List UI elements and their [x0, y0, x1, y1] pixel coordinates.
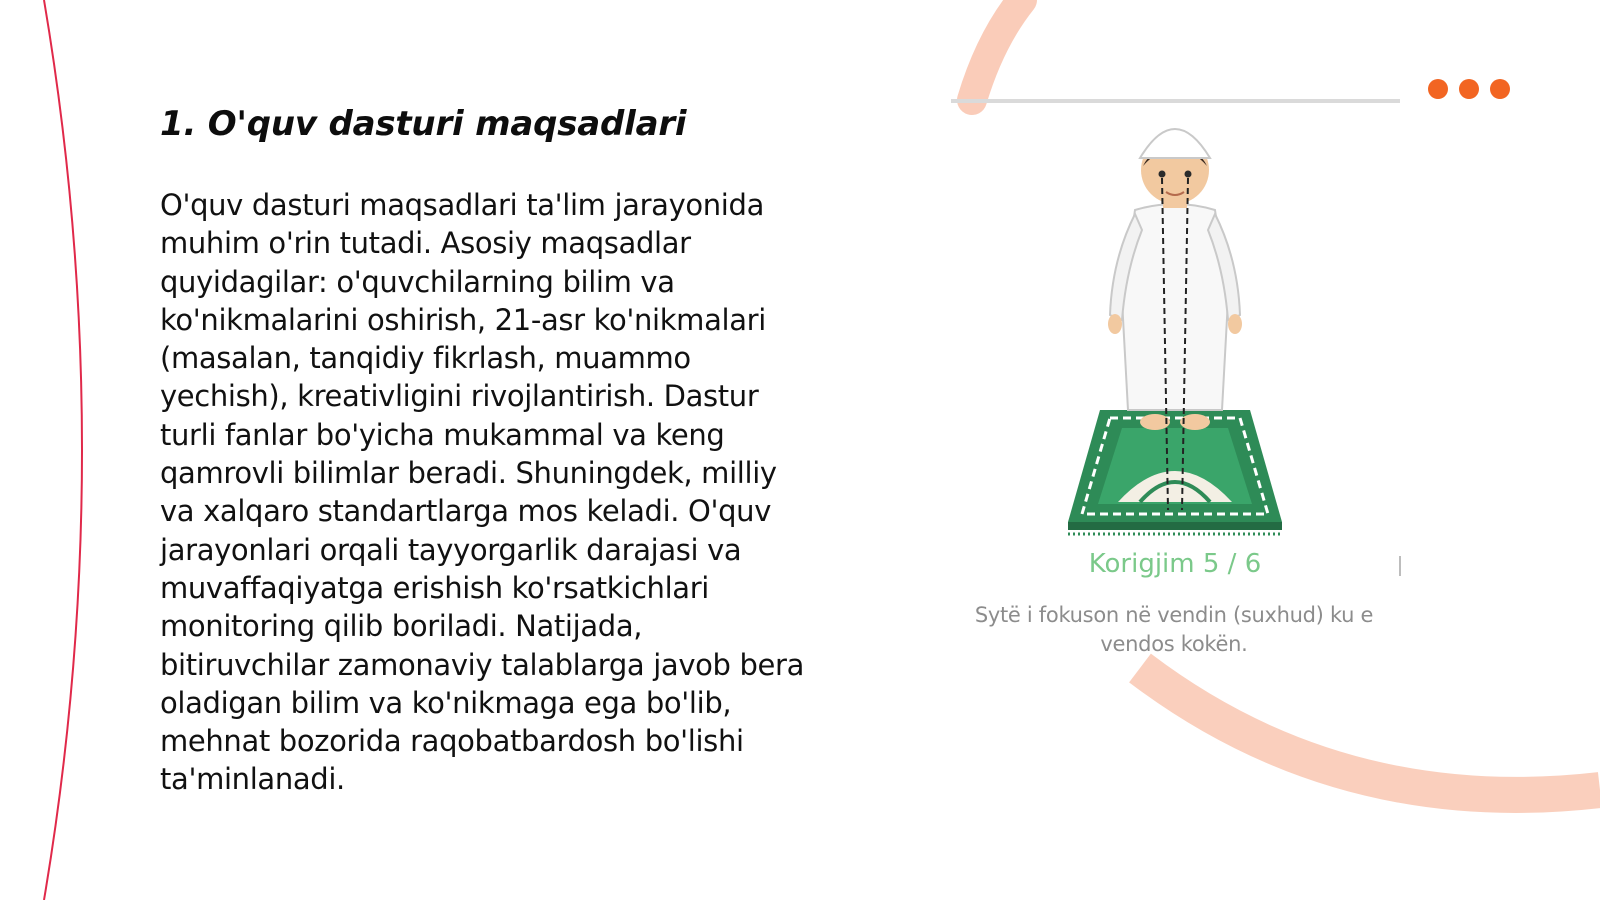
- caption-line: vendos kokën.: [1100, 632, 1248, 656]
- slide-heading: 1. O'quv dasturi maqsadlari: [160, 104, 687, 144]
- body-line: bitiruvchilar zamonaviy talablarga javob bera: [160, 647, 805, 682]
- body-line: ko'nikmalarini oshirish, 21-asr ko'nikmalari: [160, 302, 766, 337]
- body-line: qamrovli bilimlar beradi. Shuningdek, milliy: [160, 456, 777, 491]
- body-line: va xalqaro standartlarga mos keladi. O'quv: [160, 494, 772, 529]
- figure-caption-description: [950, 601, 1398, 659]
- body-line: jarayonlari orqali tayyorgarlik darajasi va: [160, 532, 742, 567]
- body-line: (masalan, tanqidiy fikrlash, muammo: [160, 341, 691, 376]
- figure-caption-title: Korigjim 5 / 6: [1088, 549, 1262, 579]
- body-line: O'quv dasturi maqsadlari ta'lim jarayonida: [160, 188, 764, 222]
- body-line: turli fanlar bo'yicha mukammal va keng: [160, 417, 725, 452]
- top-arc: [972, 0, 1022, 100]
- cap: [1140, 129, 1210, 158]
- dot-icon: [1459, 79, 1479, 99]
- dot-icon: [1428, 79, 1448, 99]
- body-line: muhim o'rin tutadi. Asosiy maqsadlar: [160, 226, 691, 261]
- body-line: yechish), kreativligini rivojlantirish. Dastur: [160, 379, 759, 414]
- text-cursor-mark: [1399, 556, 1401, 576]
- left-border-curve: [44, 0, 82, 900]
- bottom-arc: [1140, 668, 1600, 795]
- body-line: mehnat bozorida raqobatbardosh bo'lishi: [160, 724, 744, 759]
- three-dots-icon: [1428, 79, 1510, 99]
- body-line: ta'minlanadi.: [160, 762, 345, 797]
- body-line: monitoring qilib boriladi. Natijada,: [160, 609, 643, 644]
- body-line: muvaffaqiyatga erishish ko'rsatkichlari: [160, 570, 709, 605]
- body-line: oladigan bilim va ko'nikmaga ega bo'lib,: [160, 685, 732, 720]
- body-line: quyidagilar: o'quvchilarning bilim va: [160, 264, 675, 299]
- slide-body-text: [160, 186, 850, 799]
- dot-icon: [1490, 79, 1510, 99]
- prayer-standing-boy-illustration-icon: [1060, 110, 1290, 538]
- caption-line: Sytë i fokuson në vendin (suxhud) ku e: [974, 603, 1374, 627]
- prayer-mat: [1068, 410, 1282, 534]
